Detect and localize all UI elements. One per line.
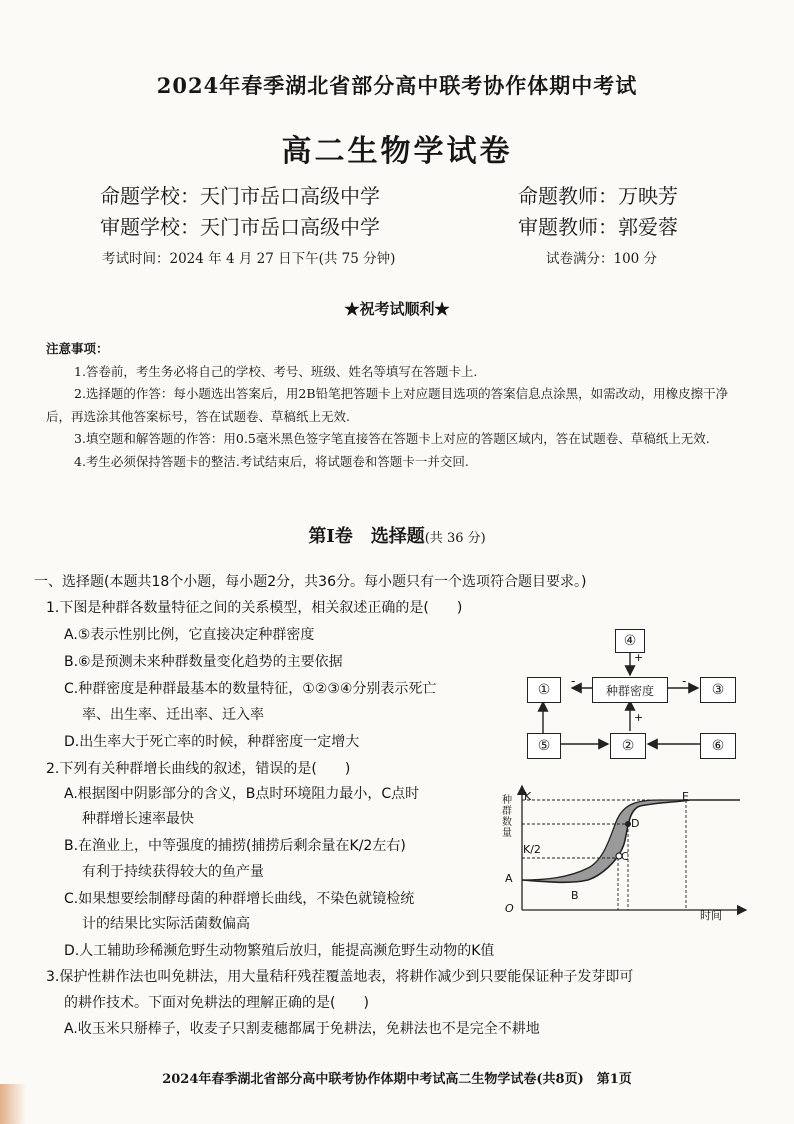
q2-stem: 2.下列有关种群增长曲线的叙述，错误的是( ) bbox=[46, 761, 351, 777]
graph-y-label: 种群数量 bbox=[502, 795, 512, 839]
q2-option-c-cont: 计的结果比实际活菌数偏高 bbox=[82, 916, 250, 932]
graph-point-d-label: D bbox=[631, 817, 640, 830]
exam-time: 考试时间：2024 年 4 月 27 日下午(共 75 分钟) bbox=[102, 251, 396, 267]
q2-option-b-cont: 有利于持续获得较大的鱼产量 bbox=[82, 864, 264, 880]
q2-option-c: C.如果想要绘制酵母菌的种群增长曲线，不染色就镜检统 bbox=[64, 891, 415, 907]
reviewer-teacher: 审题教师：郭爱蓉 bbox=[518, 215, 678, 239]
notes-heading: 注意事项： bbox=[46, 341, 109, 356]
q1-option-c: C.种群密度是种群最基本的数量特征，①②③④分别表示死亡 bbox=[64, 681, 437, 697]
q2-option-b: B.在渔业上，中等强度的捕捞(捕捞后剩余量在K/2左右) bbox=[64, 838, 406, 854]
node-population-density: 种群密度 bbox=[592, 677, 668, 703]
note-item-1: 1.答卷前，考生务必将自己的学校、考号、班级、姓名等填写在答题卡上. bbox=[74, 363, 478, 379]
exam-title: 2024年春季湖北省部分高中联考协作体期中考试 bbox=[156, 73, 638, 98]
sign-plus-2: + bbox=[634, 711, 644, 724]
q1-option-b: B.⑥是预测未来种群数量变化趋势的主要依据 bbox=[64, 654, 343, 670]
node-4: ④ bbox=[615, 629, 645, 653]
full-score: 试卷满分：100 分 bbox=[546, 251, 658, 267]
q2-option-a-cont: 种群增长速率最快 bbox=[82, 811, 194, 827]
good-luck-banner: ★祝考试顺利★ bbox=[344, 300, 450, 318]
graph-point-e-label: E bbox=[682, 790, 689, 803]
q1-stem: 1.下图是种群各数量特征之间的关系模型，相关叙述正确的是( ) bbox=[46, 600, 463, 616]
graph-point-a-label: A bbox=[505, 872, 513, 885]
q2-option-a: A.根据图中阴影部分的含义，B点时环境阻力最小，C点时 bbox=[64, 786, 420, 802]
section-intro: 一、选择题(本题共18个小题，每小题2分，共36分。每小题只有一个选项符合题目要求。) bbox=[34, 574, 587, 590]
section-title-text: 第Ⅰ卷 选择题 bbox=[308, 526, 425, 547]
q1-option-a: A.⑤表示性别比例，它直接决定种群密度 bbox=[64, 627, 315, 643]
paper-title: 高二生物学试卷 bbox=[281, 134, 513, 169]
note-item-4: 4.考生必须保持答题卡的整洁.考试结束后，将试题卷和答题卡一并交回. bbox=[74, 453, 469, 469]
graph-k-label: K bbox=[524, 790, 532, 803]
node-6: ⑥ bbox=[700, 733, 736, 759]
sign-plus-4: + bbox=[634, 651, 644, 664]
section-title bbox=[0, 522, 794, 548]
graph-point-b-label: B bbox=[571, 889, 579, 902]
setter-teacher: 命题教师：万映芳 bbox=[518, 184, 678, 208]
note-item-3: 3.填空题和解答题的作答：用0.5毫米黑色签字笔直接答在答题卡上对应的答题区域内，答在试题卷、草稿纸上无效. bbox=[74, 431, 710, 446]
q3-option-a: A.收玉米只掰棒子，收麦子只割麦穗都属于免耕法，免耕法也不是完全不耕地 bbox=[64, 1021, 540, 1037]
sign-minus-3: - bbox=[682, 674, 687, 688]
q3-stem: 3.保护性耕作法也叫免耕法，用大量秸秆残茬覆盖地表，将耕作减少到只要能保证种子发芽即可 bbox=[46, 969, 634, 985]
page-footer: 2024年春季湖北省部分高中联考协作体期中考试高二生物学试卷(共8页) 第1页 bbox=[162, 1072, 632, 1087]
section-score: (共 36 分) bbox=[424, 531, 486, 546]
graph-origin-label: O bbox=[505, 902, 514, 915]
graph-point-c-label: C bbox=[621, 850, 629, 863]
node-5: ⑤ bbox=[527, 733, 561, 759]
q3-stem-cont: 的耕作技术。下面对免耕法的理解正确的是( ) bbox=[64, 995, 369, 1011]
q2-option-d: D.人工辅助珍稀濒危野生动物繁殖后放归，能提高濒危野生动物的K值 bbox=[64, 943, 495, 959]
node-3: ③ bbox=[700, 677, 736, 703]
sign-minus-1: - bbox=[571, 674, 576, 688]
graph-x-label: 时间 bbox=[700, 909, 722, 922]
q1-option-d: D.出生率大于死亡率的时候，种群密度一定增大 bbox=[64, 734, 360, 750]
reviewer-school: 审题学校：天门市岳口高级中学 bbox=[100, 215, 380, 239]
q1-option-c-cont: 率、出生率、迁出率、迁入率 bbox=[82, 707, 264, 723]
setter-school: 命题学校：天门市岳口高级中学 bbox=[100, 184, 380, 208]
graph-k2-label: K/2 bbox=[523, 843, 541, 856]
page-edge-stain bbox=[0, 1084, 26, 1124]
node-1: ① bbox=[527, 677, 561, 703]
node-2: ② bbox=[610, 733, 646, 759]
notes-block bbox=[46, 338, 752, 473]
note-item-2: 2.选择题的作答：每小题选出答案后，用2B铅笔把答题卡上对应题目选项的答案信息点涂黑，如需改动，用橡皮擦干净后，再选涂其他答案标号，答在试题卷、草稿纸上无效. bbox=[46, 386, 729, 424]
